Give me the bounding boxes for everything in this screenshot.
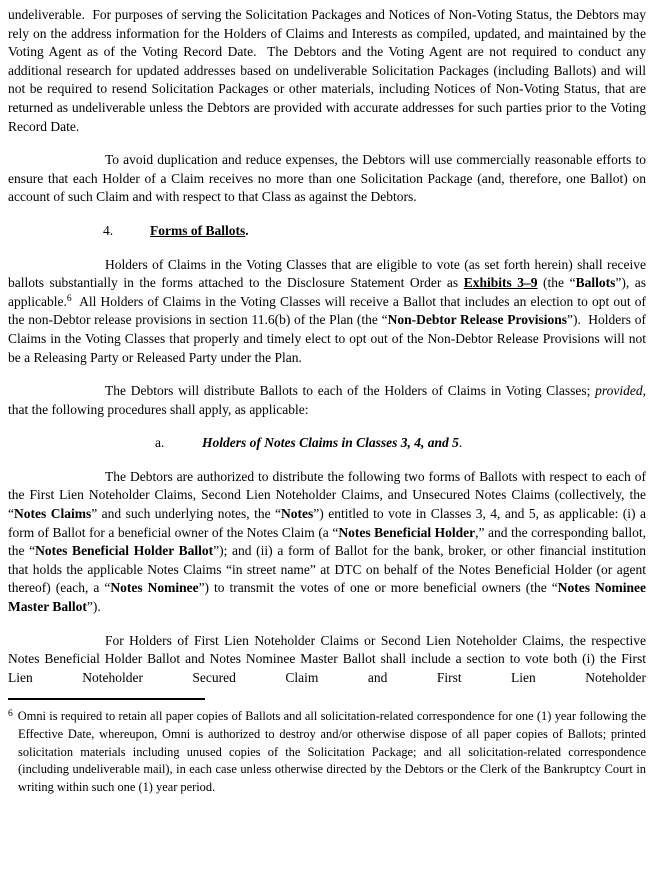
subsection-heading-notes-claims [155, 434, 646, 453]
paragraph-distribute-ballots [8, 382, 646, 419]
paragraph-text: To avoid duplication and reduce expenses, the Debtors will use commercially reasonable efforts to ensure that each Holder of a Claim receives no more than one Solicitation Package (and, therefore, one Ballot) on account of such Claim and with respect to that Class as against the Debtors. [8, 152, 646, 205]
subsection-title-period: . [458, 435, 463, 451]
exhibits-reference: Exhibits 3–9 [463, 275, 538, 291]
paragraph-text: ”), as applicable. [8, 275, 647, 309]
defined-term-ballots: Ballots [575, 275, 616, 291]
footnote-separator [8, 698, 205, 700]
document-page [8, 6, 646, 796]
section-title: Forms of Ballots [150, 222, 246, 238]
section-heading-forms-of-ballots [103, 222, 646, 241]
section-title-period: . [245, 222, 249, 238]
defined-term-non-debtor-release-provisions: Non-Debtor Release Provisions [387, 312, 568, 328]
paragraph-text: Holders of Claims in the Voting Classes that are eligible to vote (as set forth herein) shall receive ballots substantially in the forms attached to the Disclosure Statement Order as [8, 256, 646, 291]
subsection-title: Holders of Notes Claims in Classes 3, 4, and 5 [202, 435, 459, 451]
paragraph-text: ”); and (ii) a form of Ballot for the bank, broker, or other financial institution that holds the applicable Notes Claims “in street name” at DTC on behalf of the Notes Beneficial Holder (or agent thereof) (each, a “ [8, 543, 646, 596]
defined-term-notes: Notes [281, 506, 314, 522]
paragraph-text: ,” and the corresponding ballot, the “ [8, 524, 646, 559]
defined-term-notes-beneficial-holder: Notes Beneficial Holder [338, 524, 476, 540]
paragraph-two-forms-of-ballots [8, 468, 646, 617]
paragraph-undeliverable [8, 6, 646, 136]
paragraph-text: ”) to transmit the votes of one or more beneficial owners (the “ [198, 580, 558, 596]
paragraph-first-lien-holders [8, 632, 646, 688]
subsection-letter: a. [155, 435, 165, 451]
footnote-text: Omni is required to retain all paper copies of Ballots and all solicitation-related correspondence for one (1) year following the Effective Date, whereupon, Omni is authorized to destroy and/or otherwise dispose of all paper copies of Ballots; printed solicitation materials including unused copies of the Solicitation Package; and all solicitation-related correspondence (including undeliverable mail), in each case unless otherwise directed by the Debtors or the Clerk of the Bankruptcy Court in writing within such one (1) year period. [17, 709, 646, 794]
paragraph-text: ”). [86, 599, 101, 615]
paragraph-text: All Holders of Claims in the Voting Classes will receive a Ballot that includes an election to opt out of the non-Debtor release provisions in section 11.6(b) of the Plan (the “ [8, 293, 646, 328]
defined-term-notes-claims: Notes Claims [14, 506, 92, 522]
paragraph-text: , that the following procedures shall apply, as applicable: [8, 383, 646, 417]
defined-term-notes-nominee: Notes Nominee [110, 580, 199, 596]
defined-term-notes-nominee-master-ballot: Notes Nominee Master Ballot [8, 580, 646, 615]
italic-provided: provided [595, 383, 643, 399]
paragraph-text: ”) entitled to vote in Classes 3, 4, and 5, as applicable: (i) a form of Ballot for a beneficial owner of the Notes Claim (a “ [8, 506, 646, 540]
paragraph-text: ” and such underlying notes, the “ [91, 506, 282, 522]
paragraph-text: (the “ [537, 275, 576, 291]
paragraph-avoid-duplication [8, 151, 646, 207]
paragraph-holders-of-claims [8, 256, 646, 368]
footnote-number: 6 [8, 709, 13, 720]
paragraph-text: The Debtors are authorized to distribute the following two forms of Ballots with respect to each of the First Lien Noteholder Claims, Second Lien Noteholder Claims, and Unsecured Notes Claims (collectively, the “ [8, 468, 646, 522]
defined-term-notes-beneficial-holder-ballot: Notes Beneficial Holder Ballot [35, 543, 214, 559]
footnote-6 [8, 708, 646, 796]
footnote-reference: 6 [66, 294, 72, 305]
section-number: 4. [103, 222, 114, 238]
paragraph-text: For Holders of First Lien Noteholder Claims or Second Lien Noteholder Claims, the respective Notes Beneficial Holder Ballot and Notes Nominee Master Ballot shall include a section to vote both (i) the First Lien Noteholder Secured Claim and First Lien Noteholder [8, 632, 646, 685]
paragraph-text: ”). Holders of Claims in the Voting Classes that properly and timely elect to opt out of the Non-Debtor Release Provisions will not be a Releasing Party or Released Party under the Plan. [8, 312, 646, 365]
paragraph-text: The Debtors will distribute Ballots to each of the Holders of Claims in Voting Classes; [105, 383, 596, 399]
paragraph-text: undeliverable. For purposes of serving the Solicitation Packages and Notices of Non-Voting Status, the Debtors may rely on the address information for the Holders of Claims and Interests as compiled, updated, and maintained by the Voting Agent as of the Voting Record Date. The Debtors and the Voting Agent are not required to conduct any additional research for updated addresses based on undeliverable Solicitation Packages (including Ballots) and will not be required to resend Solicitation Packages or other materials, including Notices of Non-Voting Status, that are returned as undeliverable unless the Debtors are provided with accurate addresses for such parties prior to the Voting Record Date. [8, 7, 646, 134]
